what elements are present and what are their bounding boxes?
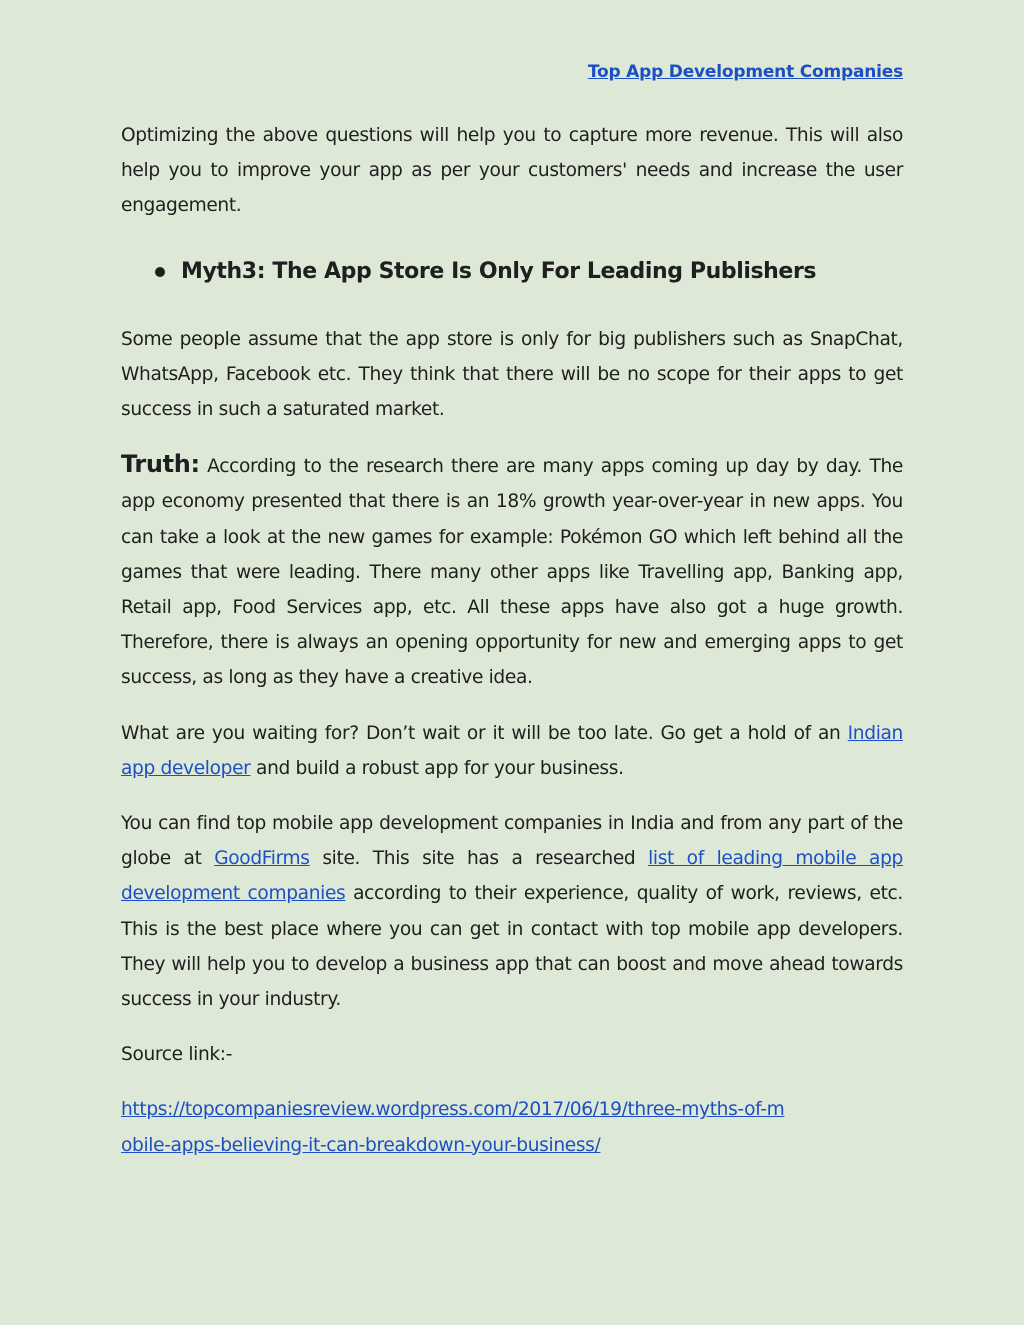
document-body	[121, 118, 903, 1163]
bullet-heading	[121, 244, 903, 300]
goodfirms-paragraph	[121, 806, 903, 1017]
header-link[interactable]: Top App Development Companies	[587, 62, 903, 82]
source-url-link[interactable]	[121, 1099, 784, 1155]
cta-text-after: and build a robust app for your business.	[250, 757, 624, 779]
intro-paragraph: Optimizing the above questions will help you to capture more revenue. This will also help you to improve your app as per your customers' needs and increase the user engagement.	[121, 125, 903, 217]
goodfirms-text-3: according to their experience, quality of work, reviews, etc. This is the best place where you can get in contact with top mobile app developers. They will help you to develop a business app that can boost and move ahead towards success in your industry.	[121, 883, 903, 1011]
goodfirms-link[interactable]: GoodFirms	[214, 848, 310, 870]
source-url-line-2: obile-apps-believing-it-can-breakdown-your-business/	[121, 1134, 601, 1156]
truth-paragraph	[121, 447, 903, 695]
source-url-line-1: https://topcompaniesreview.wordpress.com/2017/06/19/three-myths-of-m	[121, 1099, 785, 1121]
heading-text: Myth3: The App Store Is Only For Leading Publishers	[181, 259, 817, 285]
cta-text-before: What are you waiting for? Don’t wait or it will be too late. Go get a hold of an	[121, 722, 848, 744]
goodfirms-text-1: You can find top mobile app development companies in India and from any part of the globe at	[121, 813, 903, 870]
indian-app-developer-link[interactable]: Indian app developer	[121, 722, 903, 779]
bullet-icon	[155, 267, 165, 277]
source-url	[121, 1092, 903, 1162]
source-label: Source link:-	[121, 1044, 233, 1066]
myth-paragraph: Some people assume that the app store is only for big publishers such as SnapChat, WhatsApp, Facebook etc. They think that there will be no scope for their apps to get success in such a saturated market.	[121, 328, 903, 421]
goodfirms-text-2: site. This site has a researched	[309, 848, 649, 870]
truth-text: According to the research there are many apps coming up day by day. The app economy presented that there is an 18% growth year-over-year in new apps. You can take a look at the new games for example: Pokémon GO which left behind all the games that were leading. There many other apps like Travelling app, Banking app, Retail app, Food Services app, etc. All these apps have also got a huge growth. Therefore, there is always an opening opportunity for new and emerging apps to get success, as long as they have a creative idea.	[121, 456, 903, 689]
leading-companies-link[interactable]: list of leading mobile app development companies	[121, 848, 903, 905]
call-to-action-paragraph	[121, 716, 903, 786]
truth-label: Truth:	[121, 450, 200, 479]
